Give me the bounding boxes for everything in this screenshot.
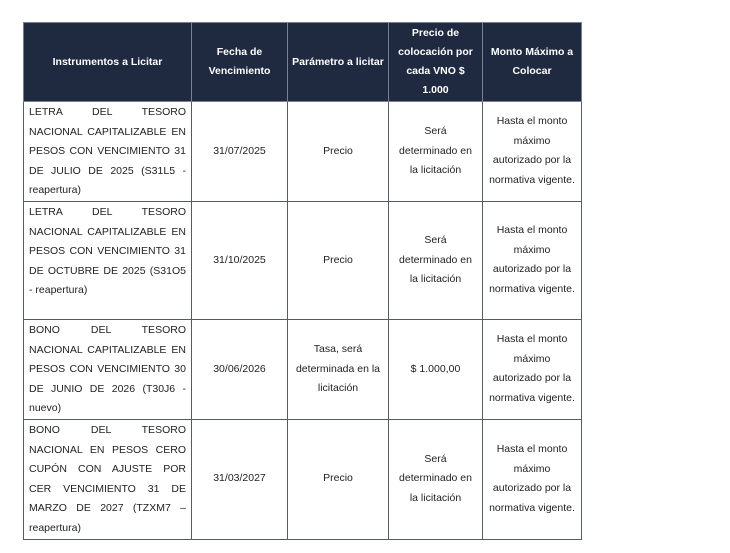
cell-parametro: Precio	[288, 419, 389, 539]
header-monto-maximo: Monto Máximo a Colocar	[483, 23, 582, 102]
cell-monto: Hasta el monto máximo autorizado por la normativa vigente.	[483, 319, 582, 419]
cell-instrumento: LETRA DEL TESORO NACIONAL CAPITALIZABLE EN PESOS CON VENCIMIENTO 31 DE JULIO DE 2025 (S31L5 - reapertura)	[24, 102, 192, 202]
cell-monto: Hasta el monto máximo autorizado por la normativa vigente.	[483, 419, 582, 539]
cell-parametro: Precio	[288, 102, 389, 202]
table-row	[24, 102, 582, 202]
table-header-row	[24, 23, 582, 102]
cell-fecha: 31/10/2025	[192, 201, 288, 319]
header-fecha-vencimiento: Fecha de Vencimiento	[192, 23, 288, 102]
cell-instrumento: LETRA DEL TESORO NACIONAL CAPITALIZABLE EN PESOS CON VENCIMIENTO 31 DE OCTUBRE DE 2025 (S31O5 - reapertura)	[24, 201, 192, 319]
cell-monto: Hasta el monto máximo autorizado por la normativa vigente.	[483, 201, 582, 319]
cell-monto: Hasta el monto máximo autorizado por la normativa vigente.	[483, 102, 582, 202]
cell-parametro: Tasa, será determinada en la licitación	[288, 319, 389, 419]
cell-parametro: Precio	[288, 201, 389, 319]
header-instrumentos: Instrumentos a Licitar	[24, 23, 192, 102]
header-parametro: Parámetro a licitar	[288, 23, 389, 102]
cell-precio: Será determinado en la licitación	[389, 102, 483, 202]
cell-precio: Será determinado en la licitación	[389, 419, 483, 539]
cell-precio: $ 1.000,00	[389, 319, 483, 419]
cell-fecha: 31/03/2027	[192, 419, 288, 539]
auction-instruments-table	[23, 22, 582, 540]
table-row	[24, 201, 582, 319]
table-row	[24, 319, 582, 419]
cell-instrumento: BONO DEL TESORO NACIONAL CAPITALIZABLE EN PESOS CON VENCIMIENTO 30 DE JUNIO DE 2026 (T30J6 - nuevo)	[24, 319, 192, 419]
cell-fecha: 31/07/2025	[192, 102, 288, 202]
cell-instrumento: BONO DEL TESORO NACIONAL EN PESOS CERO CUPÓN CON AJUSTE POR CER VENCIMIENTO 31 DE MARZO DE 2027 (TZXM7 – reapertura)	[24, 419, 192, 539]
cell-fecha: 30/06/2026	[192, 319, 288, 419]
header-precio-colocacion: Precio de colocación por cada VNO $ 1.000	[389, 23, 483, 102]
cell-precio: Será determinado en la licitación	[389, 201, 483, 319]
table-row	[24, 419, 582, 539]
